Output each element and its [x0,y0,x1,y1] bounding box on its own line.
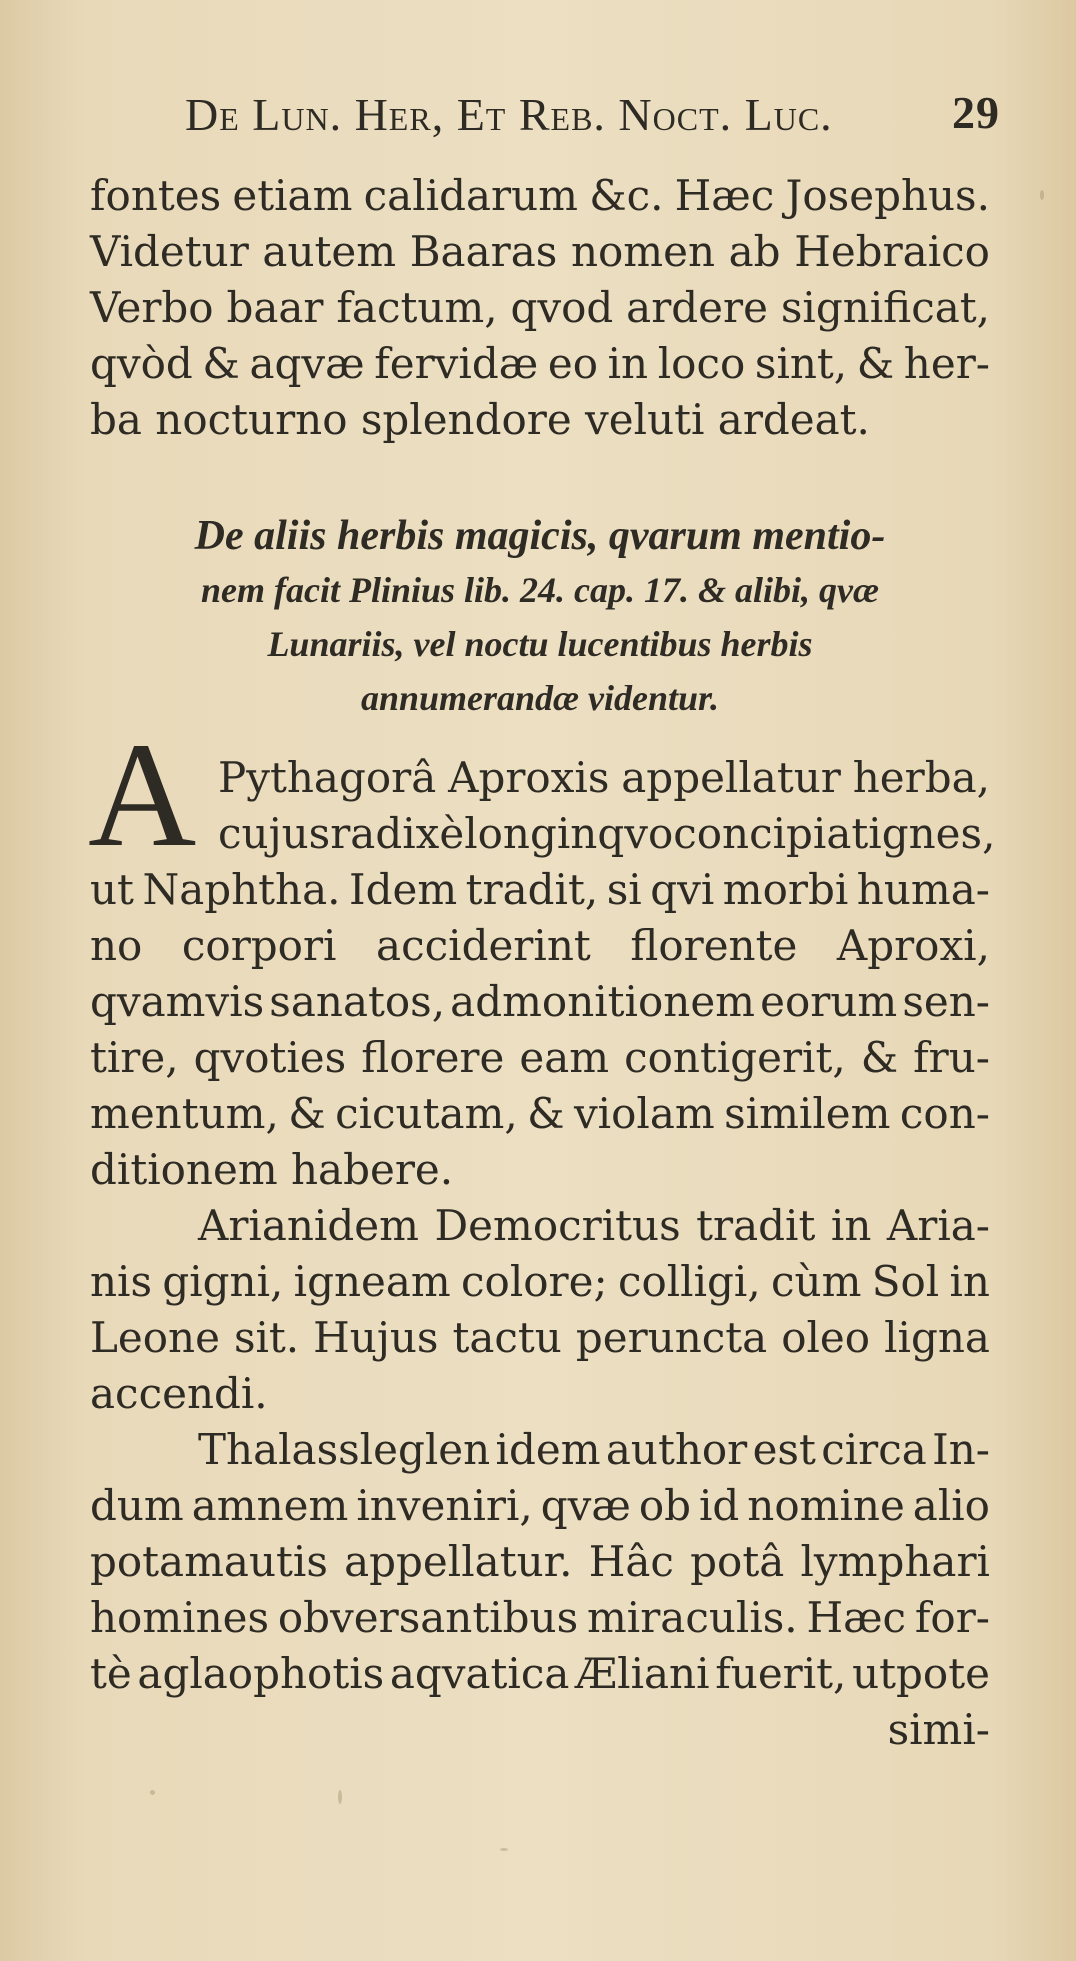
text-line: ba nocturno splendore veluti ardeat. [90,395,870,444]
section-heading-line: annumerandæ videntur. [360,678,720,718]
text-line: no corpori acciderint florente Aproxi, [90,921,990,970]
text-line: accendi. [90,1369,268,1418]
text-line: dum amnem inveniri, qvæ ob id nomine alio [90,1481,990,1530]
text-line: tè aglaophotis aqvatica Æliani fuerit, utpote [90,1649,990,1698]
text-line: potamautis appellatur. Hâc potâ lymphari [90,1537,990,1586]
paper-speck [338,1790,342,1804]
section-heading-line: Lunariis, vel noctu lucentibus herbis [267,624,813,664]
text-line: cujus radix è longinqvo concipiat ignes, [218,809,996,858]
page-number: 29 [952,87,1000,138]
section-heading-line: De aliis herbis magicis, qvarum mentio- [194,513,886,559]
text-line: fontes etiam calidarum &c. Hæc Josephus. [90,171,990,220]
page-header [90,78,1000,148]
text-line: ditionem habere. [90,1145,454,1194]
text-line: ut Naphtha. Idem tradit, si qvi morbi huma- [90,865,990,914]
running-title: De Lun. Her, Et Reb. Noct. Luc. [185,89,833,140]
paper-speck [150,1790,155,1795]
text-line: qvòd & aqvæ fervidæ eo in loco sint, & her- [90,339,990,388]
text-line: Videtur autem Baaras nomen ab Hebraico [90,227,990,276]
section-heading-line: nem facit Plinius lib. 24. cap. 17. & alibi, qvæ [201,570,879,610]
text-line: tire, qvoties florere eam contigerit, & fru- [90,1033,990,1082]
text-line: Thalassleglen idem author est circa In- [198,1425,990,1474]
text-line: nis gigni, igneam colore; colligi, cùm Sol in [90,1257,990,1306]
text-line: Leone sit. Hujus tactu peruncta oleo ligna [90,1313,990,1362]
catchword: simi- [887,1705,990,1754]
paper-speck [500,1848,508,1851]
text-line: Pythagorâ Aproxis appellatur herba, [218,753,990,802]
paper-speck [1040,190,1044,200]
text-line: homines obversantibus miraculis. Hæc for- [90,1593,990,1642]
text-line: Arianidem Democritus tradit in Aria- [198,1201,990,1250]
drop-capital: A [88,712,197,878]
text-line: qvamvis sanatos, admonitionem eorum sen- [90,977,990,1026]
text-line: Verbo baar factum, qvod ardere significat, [90,283,990,332]
text-line: mentum, & cicutam, & violam similem con- [90,1089,990,1138]
